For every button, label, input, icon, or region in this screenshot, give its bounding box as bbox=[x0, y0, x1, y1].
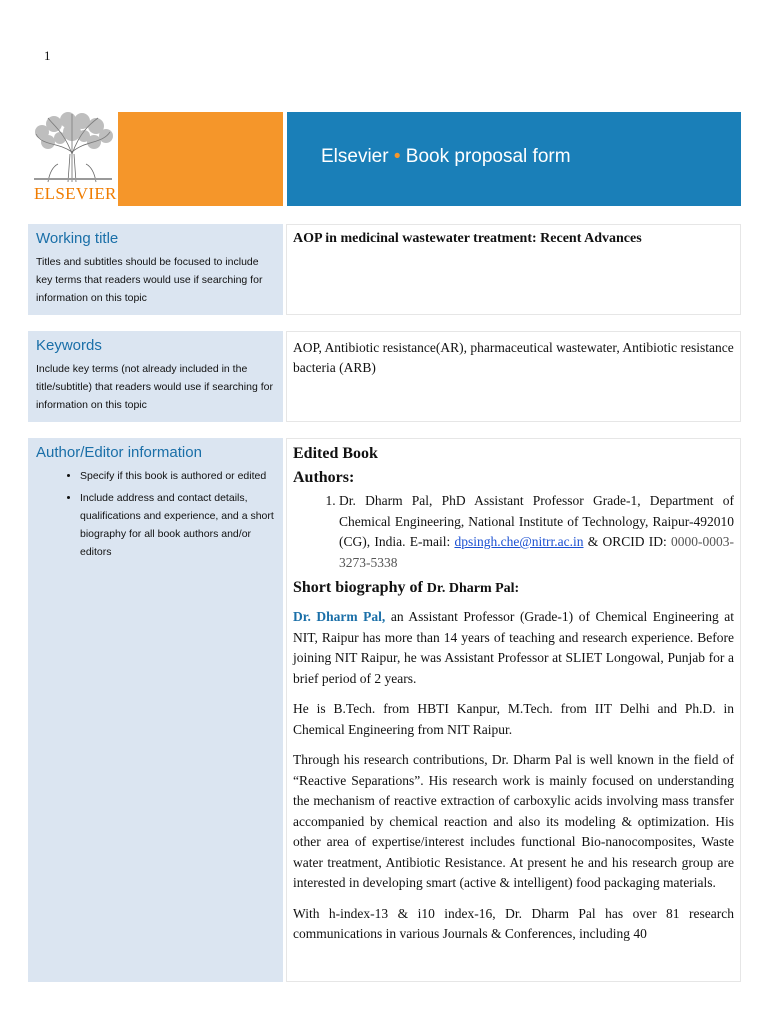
form-title-text: Book proposal form bbox=[405, 146, 571, 167]
bio-heading-name: Dr. Dharm Pal: bbox=[426, 581, 520, 596]
keywords-label-cell bbox=[28, 331, 283, 422]
form-title bbox=[321, 146, 571, 168]
bio-heading bbox=[293, 579, 734, 597]
form-header bbox=[28, 112, 741, 206]
keywords-value-cell[interactable] bbox=[286, 331, 741, 422]
page-number: 1 bbox=[44, 48, 51, 63]
keywords-value: AOP, Antibiotic resistance(AR), pharmaceutical wastewater, Antibiotic resistance bacteria (ARB) bbox=[293, 340, 734, 375]
author-info-instructions bbox=[36, 467, 275, 561]
author-details: Dr. Dharm Pal, PhD Assistant Professor Grade-1, Department of Chemical Engineering, National Institute of Technology, Raipur-492010 (CG), India. E-mail: bbox=[339, 493, 734, 549]
bio-paragraph-4: With h-index-13 & i10 index-16, Dr. Dharm Pal has over 81 research communications in various Journals & Conferences, including 40 bbox=[293, 905, 734, 941]
title-separator: • bbox=[393, 146, 401, 167]
elsevier-logo bbox=[28, 112, 118, 206]
working-title-label-cell bbox=[28, 224, 283, 315]
brand-name: Elsevier bbox=[321, 146, 389, 167]
bio-text-1: an Assistant Professor (Grade-1) of Chemical Engineering at NIT, Raipur has more than 14 years of teaching and research experience. Before joining NIT Raipur, he was Assistant Professor at SLIET Longowal, Punjab for a brief period of 2 years. bbox=[293, 609, 734, 686]
bio-paragraph-3: Through his research contributions, Dr. Dharm Pal is well known in the field of “Reactive Separations”. His research work is mainly focused on understanding the mechanism of reactive extraction of carboxylic acids involving mass transfer accompanied by chemical reaction and also its modeling & optimization. His other area of expertise/interest includes functional Bio-nanocomposites, Waste water treatment, Antibiotic Resistance. At present he and his research group are interested in developing smart (active & intelligent) food packaging materials. bbox=[293, 752, 734, 890]
working-title-value-cell[interactable] bbox=[286, 224, 741, 315]
tree-logo-icon bbox=[28, 112, 118, 184]
keywords-heading: Keywords bbox=[36, 337, 102, 354]
author-info-heading: Author/Editor information bbox=[36, 444, 202, 461]
working-title-heading: Working title bbox=[36, 230, 119, 247]
orcid-label: & ORCID ID: bbox=[583, 534, 671, 549]
bio-paragraph-2: He is B.Tech. from HBTI Kanpur, M.Tech. from IIT Delhi and Ph.D. in Chemical Engineering from NIT Raipur. bbox=[293, 701, 734, 737]
author-info-value-cell[interactable] bbox=[286, 438, 741, 982]
author-entry bbox=[339, 491, 734, 573]
keywords-row bbox=[28, 331, 741, 422]
author-info-row bbox=[28, 438, 741, 982]
author-email-link[interactable]: dpsingh.che@nitrr.ac.in bbox=[454, 534, 584, 549]
working-title-value: AOP in medicinal wastewater treatment: Recent Advances bbox=[293, 231, 642, 246]
instruction-item: • Include address and contact details, qualifications and experience, and a short biography for all book authors and/or editors bbox=[80, 489, 275, 561]
author-info-label-cell bbox=[28, 438, 283, 982]
orcid-id: 0000-0003-3273-5338 bbox=[339, 534, 734, 570]
bio-name: Dr. Dharm Pal, bbox=[293, 609, 386, 624]
orange-band bbox=[118, 112, 283, 206]
book-type: Edited Book bbox=[293, 445, 378, 462]
working-title-help: Titles and subtitles should be focused to include key terms that readers would use if searching for information on this topic bbox=[36, 256, 263, 304]
logo-wordmark: ELSEVIER bbox=[34, 184, 117, 203]
bio-heading-text: Short biography of bbox=[293, 579, 427, 596]
working-title-row bbox=[28, 224, 741, 315]
title-bar bbox=[287, 112, 741, 206]
authors-label: Authors: bbox=[293, 469, 355, 486]
authors-list bbox=[293, 491, 734, 573]
keywords-help: Include key terms (not already included in the title/subtitle) that readers would use if searching for information on this topic bbox=[36, 363, 273, 411]
instruction-item: • Specify if this book is authored or edited bbox=[80, 467, 275, 485]
bio-paragraph-1 bbox=[293, 607, 734, 689]
